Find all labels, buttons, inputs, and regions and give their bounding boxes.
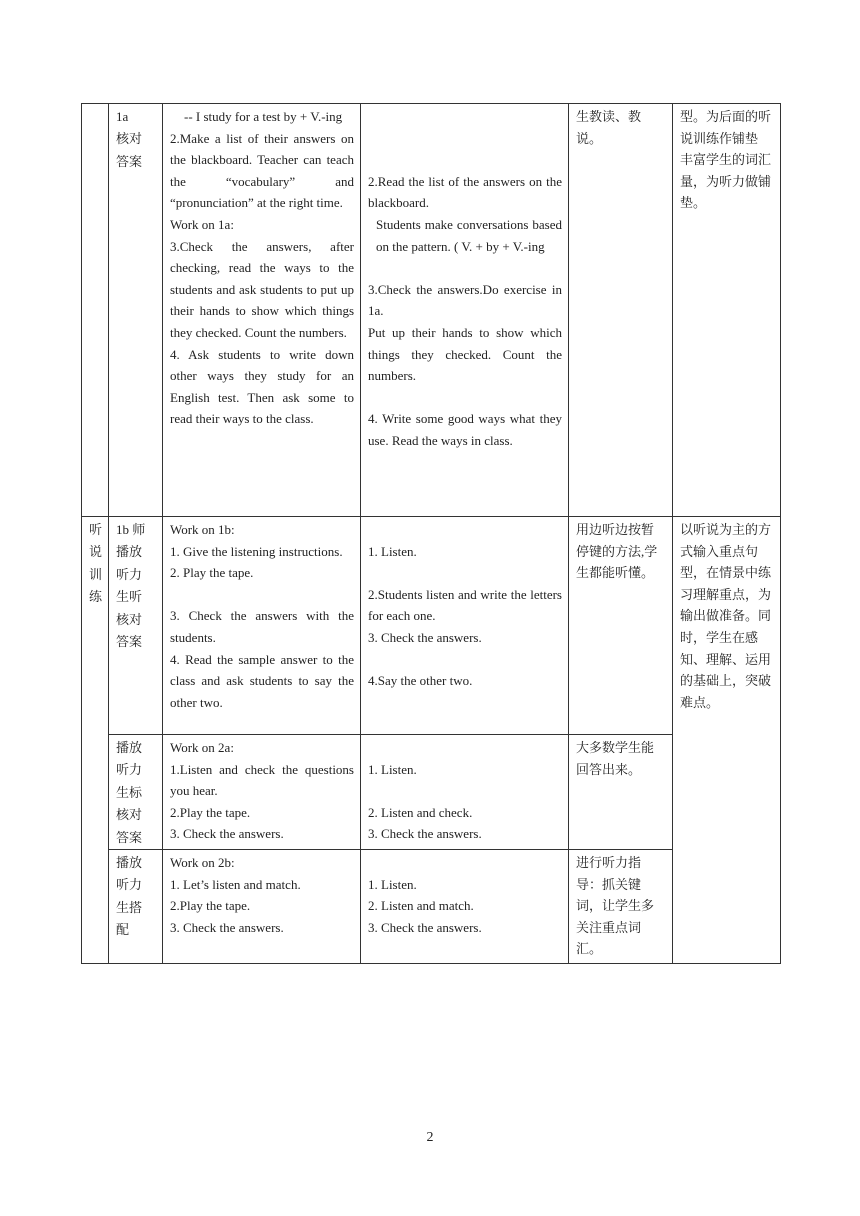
teacher-activity-cell: Work on 2b: 1. Let’s listen and match. 2.Play the tape. 3. Check the answers. (163, 849, 361, 963)
method-cell: 生教读、教说。 (569, 104, 673, 517)
teacher-activity-cell: Work on 2a: 1.Listen and check the questions you hear. 2.Play the tape. 3. Check the answers. (163, 735, 361, 850)
teacher-activity-cell: -- I study for a test by + V.-ing 2.Make a list of their answers on the blackboard. Teacher can teach the “vocabulary” and “pronunciation” at the right time. Work on 1a: 3.Check the answers, after checking, read the ways to the students and ask students to put up their hands to show which things they checked. Count the numbers. 4. Ask students to write down other ways they study for an English test. Then ask some to read their ways to the class. (163, 104, 361, 517)
purpose-cell: 以听说为主的方式输入重点句型，在情景中练习理解重点，为输出做准备。同时，学生在感知、理解、运用的基础上，突破难点。 (673, 517, 781, 964)
method-cell: 大多数学生能回答出来。 (569, 735, 673, 850)
step-cell: 1a 核对 答案 (109, 104, 163, 517)
student-activity-cell: 1. Listen. 2. Listen and check. 3. Check the answers. (361, 735, 569, 850)
step-cell: 1b 师 播放 听力 生听 核对 答案 (109, 517, 163, 735)
step-cell: 播放 听力 生搭 配 (109, 849, 163, 963)
method-cell: 进行听力指导：抓关键词，让学生多关注重点词汇。 (569, 849, 673, 963)
student-activity-cell: 1. Listen. 2. Listen and match. 3. Check the answers. (361, 849, 569, 963)
table-row (82, 104, 781, 517)
step-cell: 播放 听力 生标 核对 答案 (109, 735, 163, 850)
student-activity-cell: 2.Read the list of the answers on the blackboard. Students make conversations based on the pattern. ( V. + by + V.-ing 3.Check the answers.Do exercise in 1a. Put up their hands to show which things they checked. Count the numbers. 4. Write some good ways what they use. Read the ways in class. (361, 104, 569, 517)
table-row (82, 517, 781, 735)
method-cell: 用边听边按暂停键的方法,学生都能听懂。 (569, 517, 673, 735)
teacher-activity-cell: Work on 1b: 1. Give the listening instructions. 2. Play the tape. 3. Check the answers with the students. 4. Read the sample answer to the class and ask students to say the other two. (163, 517, 361, 735)
student-activity-cell: 1. Listen. 2.Students listen and write the letters for each one. 3. Check the answers. 4.Say the other two. (361, 517, 569, 735)
page-number: 2 (426, 1130, 434, 1145)
purpose-cell: 型。为后面的听说训练作铺垫 丰富学生的词汇量，为听力做铺垫。 (673, 104, 781, 517)
stage-cell: 听 说 训 练 (82, 517, 109, 964)
stage-cell (82, 104, 109, 517)
lesson-plan-table (81, 103, 781, 964)
